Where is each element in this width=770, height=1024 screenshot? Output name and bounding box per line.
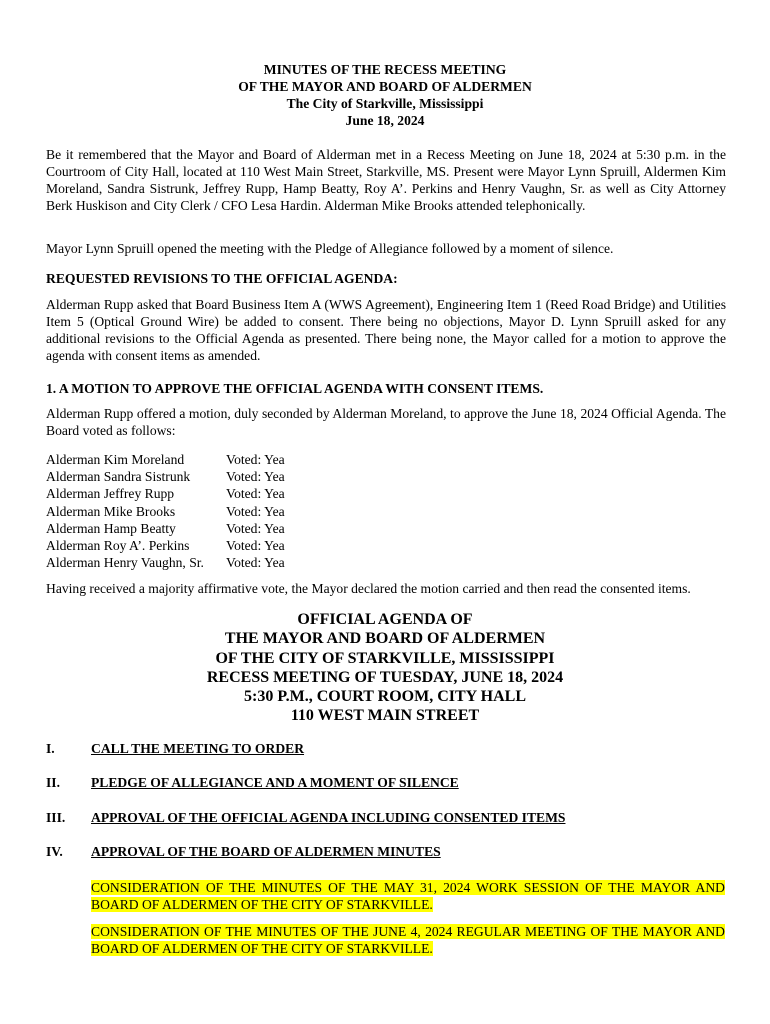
- vote-value: Voted: Yea: [226, 520, 285, 536]
- agenda-header-line: RECESS MEETING OF TUESDAY, JUNE 18, 2024: [206, 668, 564, 686]
- vote-name: Alderman Kim Moreland: [46, 452, 185, 467]
- vote-name: Alderman Mike Brooks: [46, 503, 176, 519]
- vote-row: [46, 468, 285, 485]
- minutes-item: [91, 879, 725, 913]
- vote-row: [46, 485, 285, 502]
- vote-row: [46, 451, 285, 468]
- vote-value: Voted: Yea: [226, 486, 285, 502]
- agenda-item-text: PLEDGE OF ALLEGIANCE AND A MOMENT OF SILENCE: [91, 775, 459, 790]
- agenda-header-line: 5:30 P.M., COURT ROOM, CITY HALL: [244, 688, 526, 706]
- highlighted-text: CONSIDERATION OF THE MINUTES OF THE MAY 31, 2024 WORK SESSION OF THE MAYOR AND BOARD OF ALDERMEN OF THE CITY OF STARKVILLE.: [91, 880, 725, 912]
- agenda-header-line: 110 WEST MAIN STREET: [290, 707, 480, 725]
- agenda-header-line: OFFICIAL AGENDA OF: [297, 611, 473, 628]
- vote-value: Voted: Yea: [226, 503, 285, 519]
- vote-row: [46, 503, 285, 520]
- header-city: The City of Starkville, Mississippi: [286, 96, 484, 111]
- agenda-item-number: I.: [46, 741, 55, 756]
- highlighted-text: CONSIDERATION OF THE MINUTES OF THE JUNE 4, 2024 REGULAR MEETING OF THE MAYOR AND BOARD OF ALDERMEN OF THE CITY OF STARKVILLE.: [91, 924, 725, 956]
- vote-row: [46, 537, 285, 554]
- vote-value: Voted: Yea: [226, 555, 285, 571]
- agenda-item-text: APPROVAL OF THE OFFICIAL AGENDA INCLUDING CONSENTED ITEMS: [91, 810, 566, 825]
- header-title: MINUTES OF THE RECESS MEETING: [263, 62, 507, 77]
- agenda-header-line: OF THE CITY OF STARKVILLE, MISSISSIPPI: [215, 649, 555, 667]
- vote-name: Alderman Roy A’. Perkins: [46, 538, 190, 554]
- motion-heading: 1. A MOTION TO APPROVE THE OFFICIAL AGENDA WITH CONSENT ITEMS.: [46, 381, 544, 396]
- agenda-item-number: IV.: [46, 844, 63, 859]
- header-date: June 18, 2024: [345, 113, 425, 128]
- vote-value: Voted: Yea: [226, 469, 285, 485]
- agenda-header: [0, 610, 770, 726]
- agenda-item-text: APPROVAL OF THE BOARD OF ALDERMEN MINUTES: [91, 844, 441, 859]
- vote-name: Alderman Henry Vaughn, Sr.: [46, 555, 204, 571]
- minutes-item: [91, 923, 725, 957]
- agenda-item-number: III.: [46, 810, 66, 825]
- vote-value: Voted: Yea: [226, 452, 285, 467]
- vote-name: Alderman Sandra Sistrunk: [46, 469, 191, 485]
- agenda-item-number: II.: [46, 775, 60, 790]
- agenda-item-text: CALL THE MEETING TO ORDER: [91, 741, 305, 756]
- revisions-paragraph: Alderman Rupp asked that Board Business Item A (WWS Agreement), Engineering Item 1 (Reed Road Bridge) and Utilities Item 5 (Optical Ground Wire) be added to consent. There being no objections, Mayor D. Lynn Spruill asked for any additional revisions to the Official Agenda as presented. There being none, the Mayor called for a motion to approve the agenda with consent items as amended.: [46, 297, 726, 363]
- revisions-heading: REQUESTED REVISIONS TO THE OFFICIAL AGENDA:: [46, 271, 398, 286]
- vote-row: [46, 554, 285, 571]
- motion-paragraph: Alderman Rupp offered a motion, duly seconded by Alderman Moreland, to approve the June 18, 2024 Official Agenda. The Board voted as follows:: [46, 406, 726, 438]
- vote-name: Alderman Jeffrey Rupp: [46, 486, 175, 502]
- result-paragraph: Having received a majority affirmative vote, the Mayor declared the motion carried and then read the consented items.: [46, 581, 691, 596]
- vote-list: [46, 451, 285, 571]
- pledge-paragraph: Mayor Lynn Spruill opened the meeting with the Pledge of Allegiance followed by a moment of silence.: [46, 241, 614, 256]
- minutes-header: [0, 61, 770, 129]
- vote-value: Voted: Yea: [226, 538, 285, 554]
- intro-paragraph: Be it remembered that the Mayor and Board of Alderman met in a Recess Meeting on June 18, 2024 at 5:30 p.m. in the Courtroom of City Hall, located at 110 West Main Street, Starkville, MS. Present were Mayor Lynn Spruill, Aldermen Kim Moreland, Sandra Sistrunk, Jeffrey Rupp, Hamp Beatty, Roy A’. Perkins and Henry Vaughn, Sr. as well as City Attorney Berk Huskison and City Clerk / CFO Lesa Hardin. Alderman Mike Brooks attended telephonically.: [46, 147, 726, 213]
- vote-name: Alderman Hamp Beatty: [46, 520, 176, 536]
- vote-row: [46, 520, 285, 537]
- header-subtitle: OF THE MAYOR AND BOARD OF ALDERMEN: [238, 79, 532, 94]
- agenda-header-line: THE MAYOR AND BOARD OF ALDERMEN: [224, 630, 546, 648]
